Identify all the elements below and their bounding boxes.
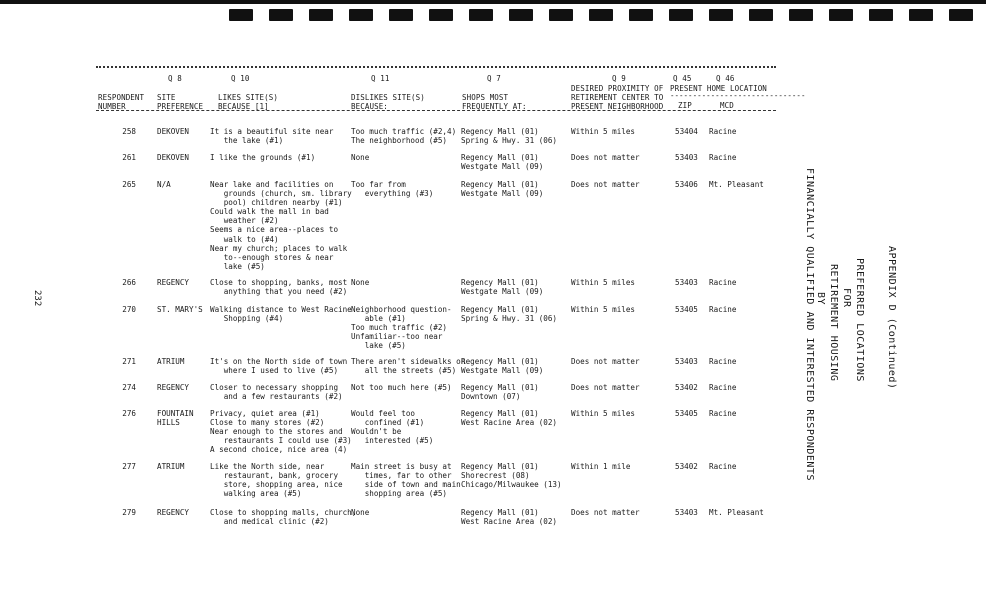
cell-mcd: Racine <box>709 278 737 287</box>
cell-mcd: Racine <box>709 357 737 366</box>
cell-zip: 53403 <box>675 508 698 517</box>
cell-dislikes: Not too much here (#5) <box>351 383 452 392</box>
cell-likes: Close to shopping malls, church, and medical clinic (#2) <box>210 508 357 527</box>
cell-zip: 53405 <box>675 409 698 418</box>
feed-hole <box>869 9 893 21</box>
cell-shops: Regency Mall (01) Westgate Mall (09) <box>461 278 544 297</box>
cell-mcd: Racine <box>709 462 737 471</box>
cell-dislikes: None <box>351 278 370 287</box>
cell-proximity: Within 5 miles <box>571 305 636 314</box>
feed-hole <box>389 9 413 21</box>
header-shops: SHOPS MOST FREQUENTLY AT: <box>462 93 527 111</box>
cell-zip: 53403 <box>675 153 698 162</box>
side-title-line-6: FINANCIALLY QUALIFIED AND INTERESTED RESPONDENTS <box>804 168 815 481</box>
cell-num: 279 <box>122 508 136 517</box>
feed-hole <box>229 9 253 21</box>
feed-hole <box>669 9 693 21</box>
cell-site: REGENCY <box>157 508 190 517</box>
page-number: 232 <box>32 290 42 307</box>
header-q7: Q 7 <box>487 74 501 83</box>
cell-mcd: Racine <box>709 305 737 314</box>
cell-zip: 53402 <box>675 462 698 471</box>
cell-shops: Regency Mall (01) Shorecrest (08) Chicago/Milwaukee (13) <box>461 462 562 490</box>
cell-zip: 53404 <box>675 127 698 136</box>
cell-proximity: Does not matter <box>571 180 640 189</box>
feed-hole <box>789 9 813 21</box>
side-title-line-4: RETIREMENT HOUSING <box>828 264 839 382</box>
cell-dislikes: None <box>351 508 370 517</box>
cell-proximity: Does not matter <box>571 383 640 392</box>
feed-hole <box>549 9 573 21</box>
cell-likes: I like the grounds (#1) <box>210 153 316 162</box>
header-q10: Q 10 <box>231 74 250 83</box>
cell-site: REGENCY <box>157 383 190 392</box>
cell-shops: Regency Mall (01) Westgate Mall (09) <box>461 180 544 199</box>
header-q45: Q 45 <box>673 74 692 83</box>
feed-hole <box>829 9 853 21</box>
cell-num: 261 <box>122 153 136 162</box>
side-title-line-2: PREFERRED LOCATIONS <box>854 258 865 382</box>
cell-shops: Regency Mall (01) West Racine Area (02) <box>461 508 558 527</box>
cell-proximity: Does not matter <box>571 153 640 162</box>
feed-hole <box>429 9 453 21</box>
cell-dislikes: Main street is busy at times, far to other side of town and main shopping area (#5) <box>351 462 461 499</box>
cell-zip: 53403 <box>675 357 698 366</box>
cell-shops: Regency Mall (01) Westgate Mall (09) <box>461 153 544 172</box>
header-q9: Q 9 <box>612 74 626 83</box>
cell-proximity: Within 5 miles <box>571 409 636 418</box>
feed-hole <box>749 9 773 21</box>
cell-num: 265 <box>122 180 136 189</box>
header-respondent: RESPONDENT NUMBER <box>98 93 145 111</box>
cell-shops: Regency Mall (01) Westgate Mall (09) <box>461 357 544 376</box>
cell-likes: Closer to necessary shopping and a few restaurants (#2) <box>210 383 343 402</box>
cell-dislikes: There aren't sidewalks on all the streets (#5) <box>351 357 466 376</box>
cell-proximity: Within 5 miles <box>571 127 636 136</box>
header-zip: ZIP <box>678 101 692 110</box>
cell-shops: Regency Mall (01) Spring & Hwy. 31 (06) <box>461 127 558 146</box>
cell-num: 270 <box>122 305 136 314</box>
header-site-preference: SITE PREFERENCE <box>157 93 204 111</box>
cell-num: 274 <box>122 383 136 392</box>
cell-shops: Regency Mall (01) Downtown (07) <box>461 383 539 402</box>
cell-mcd: Racine <box>709 127 737 136</box>
feed-hole <box>309 9 333 21</box>
cell-site: ATRIUM <box>157 357 185 366</box>
side-title-line-5: BY <box>815 292 826 306</box>
cell-zip: 53402 <box>675 383 698 392</box>
cell-site: ST. MARY'S <box>157 305 203 314</box>
top-edge <box>0 0 986 4</box>
cell-likes: It's on the North side of town where I used to live (#5) <box>210 357 348 376</box>
cell-site: DEKOVEN <box>157 127 190 136</box>
header-q46: Q 46 <box>716 74 735 83</box>
cell-num: 266 <box>122 278 136 287</box>
cell-likes: Privacy, quiet area (#1) Close to many stores (#2) Near enough to the stores and restaurants I could use (#3) A second choice, nice area (4) <box>210 409 352 455</box>
cell-proximity: Within 1 mile <box>571 462 631 471</box>
cell-num: 258 <box>122 127 136 136</box>
cell-shops: Regency Mall (01) Spring & Hwy. 31 (06) <box>461 305 558 324</box>
cell-likes: Like the North side, near restaurant, bank, grocery store, shopping area, nice walking area (#5) <box>210 462 343 499</box>
header-rule-top <box>96 66 776 68</box>
cell-proximity: Within 5 miles <box>571 278 636 287</box>
cell-num: 271 <box>122 357 136 366</box>
feed-hole <box>949 9 973 21</box>
cell-num: 277 <box>122 462 136 471</box>
cell-site: DEKOVEN <box>157 153 190 162</box>
header-mcd: MCD <box>720 101 734 110</box>
side-title-line-3: FOR <box>841 288 852 308</box>
cell-proximity: Does not matter <box>571 357 640 366</box>
cell-dislikes: Too much traffic (#2,4) The neighborhood (#5) <box>351 127 457 146</box>
cell-mcd: Racine <box>709 409 737 418</box>
cell-dislikes: Neighborhood question- able (#1) Too much traffic (#2) Unfamiliar--too near lake (#5) <box>351 305 452 351</box>
cell-zip: 53406 <box>675 180 698 189</box>
cell-site: FOUNTAIN HILLS <box>157 409 194 428</box>
feed-hole <box>349 9 373 21</box>
cell-zip: 53403 <box>675 278 698 287</box>
feed-hole <box>269 9 293 21</box>
feed-hole <box>709 9 733 21</box>
cell-mcd: Mt. Pleasant <box>709 508 764 517</box>
header-q11: Q 11 <box>371 74 390 83</box>
cell-likes: Close to shopping, banks, most anything that you need (#2) <box>210 278 348 297</box>
cell-shops: Regency Mall (01) West Racine Area (02) <box>461 409 558 428</box>
cell-site: ATRIUM <box>157 462 185 471</box>
header-q8: Q 8 <box>168 74 182 83</box>
cell-mcd: Mt. Pleasant <box>709 180 764 189</box>
feed-hole <box>629 9 653 21</box>
feed-hole <box>509 9 533 21</box>
side-title-line-1: APPENDIX D (Continued) <box>886 246 897 390</box>
header-proximity: DESIRED PROXIMITY OF RETIREMENT CENTER TO PRESENT NEIGHBORHOOD <box>571 84 664 111</box>
cell-site: REGENCY <box>157 278 190 287</box>
cell-likes: Near lake and facilities on grounds (church, sm. library pool) children nearby (#1) Could walk the mall in bad weather (#2) Seems a nice area--places to walk to (#4) Near my church; places to walk to--enough stores & near lake (#5) <box>210 180 352 271</box>
feed-hole <box>909 9 933 21</box>
header-home-rule: ------------------------------ <box>670 91 806 100</box>
feed-hole <box>589 9 613 21</box>
feed-hole <box>469 9 493 21</box>
header-home-location: PRESENT HOME LOCATION <box>670 84 767 93</box>
cell-proximity: Does not matter <box>571 508 640 517</box>
cell-likes: Walking distance to West Racine Shopping (#4) <box>210 305 352 324</box>
cell-mcd: Racine <box>709 153 737 162</box>
cell-mcd: Racine <box>709 383 737 392</box>
cell-num: 276 <box>122 409 136 418</box>
tractor-feed-holes <box>0 9 986 23</box>
header-dislikes: DISLIKES SITE(S) BECAUSE: <box>351 93 425 111</box>
header-likes: LIKES SITE(S) BECAUSE [1] <box>218 93 278 111</box>
cell-dislikes: Would feel too confined (#1) Wouldn't be interested (#5) <box>351 409 434 446</box>
cell-site: N/A <box>157 180 171 189</box>
cell-likes: It is a beautiful site near the lake (#1) <box>210 127 334 146</box>
cell-dislikes: None <box>351 153 370 162</box>
cell-zip: 53405 <box>675 305 698 314</box>
cell-dislikes: Too far from everything (#3) <box>351 180 434 199</box>
